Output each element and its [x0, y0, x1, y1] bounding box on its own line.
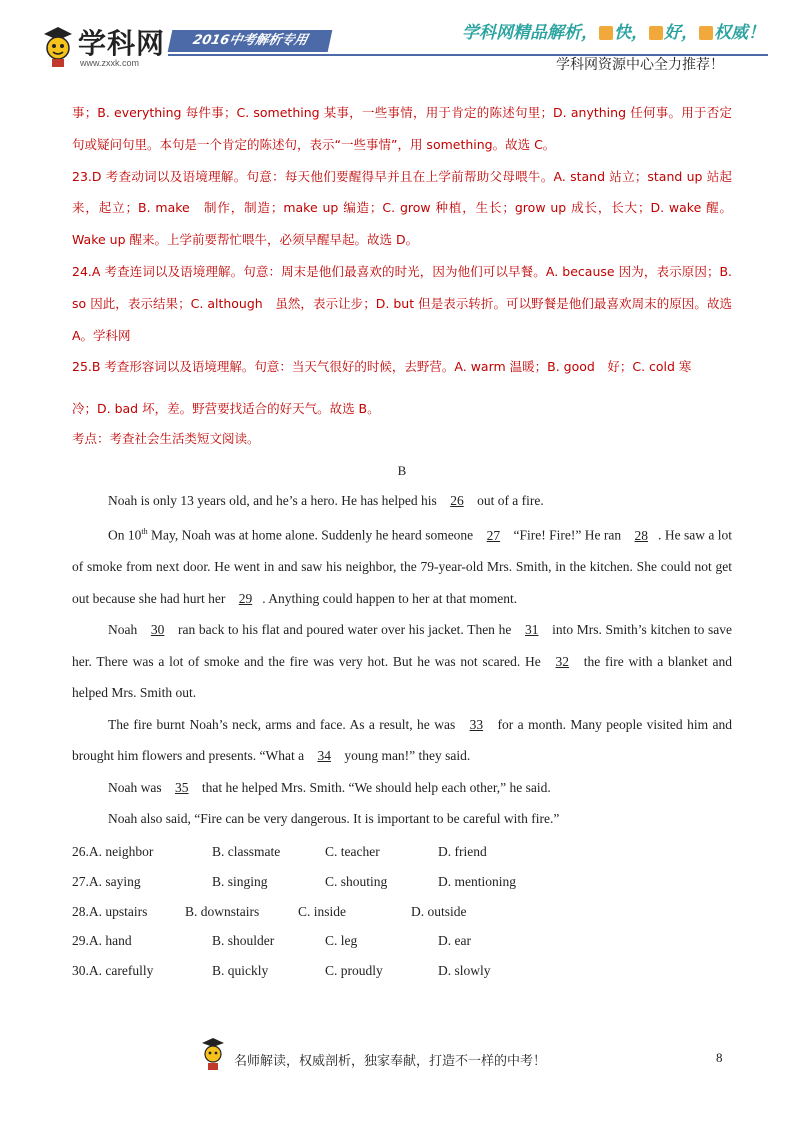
page-number: 8	[716, 1050, 723, 1065]
passage-text: young man!” they said.	[340, 748, 471, 764]
blank-33: 33	[469, 716, 484, 732]
option-b: B. classmate	[212, 843, 281, 859]
section-title: B	[397, 462, 407, 478]
blank-32: 32	[555, 653, 570, 669]
blank-35: 35	[175, 779, 189, 795]
site-url: www.zxxk.com	[80, 58, 140, 68]
passage-paragraph	[72, 772, 732, 804]
option-c: C. leg	[325, 933, 358, 949]
test-point: 考点：考查社会生活类短文阅读。	[72, 430, 260, 446]
passage-text: out of a fire.	[473, 492, 544, 508]
option-c: C. teacher	[325, 843, 380, 859]
blank-28: 28	[634, 527, 649, 543]
option-c: C. inside	[298, 903, 347, 919]
footer-slogan: 名师解读，权威剖析，独家奉献，打造不一样的中考！	[234, 1054, 547, 1069]
blank-30: 30	[150, 622, 165, 638]
question-28-options	[72, 897, 732, 927]
slogan-part-4: 权威！	[714, 23, 765, 43]
option-d: D. outside	[411, 903, 467, 919]
ordinal-suffix: th	[141, 527, 148, 537]
option-a: 28.A. upstairs	[72, 903, 148, 919]
mascot-icon	[200, 1036, 226, 1072]
passage-paragraph	[72, 709, 732, 772]
recommend-text: 学科网资源中心全力推荐！	[556, 57, 724, 73]
option-b: B. downstairs	[185, 903, 260, 919]
question-29-options	[72, 926, 732, 956]
options-list	[72, 837, 732, 986]
explanation-25-tail: 冷；D. bad 坏，差。野营要找适合的好天气。故选 B。	[72, 401, 380, 417]
option-b: B. shoulder	[212, 933, 275, 949]
passage-text: The fire burnt Noah’s neck, arms and face. As a result, he was	[108, 716, 460, 732]
question-27-options	[72, 867, 732, 897]
option-d: D. mentioning	[438, 873, 516, 889]
passage-text: “Fire! Fire!” He ran	[510, 527, 625, 543]
slogan-part-3: 好，	[664, 23, 698, 43]
option-d: D. slowly	[438, 963, 491, 979]
passage-text: that he helped Mrs. Smith. “We should help each other,” he said.	[198, 779, 551, 795]
page-footer	[0, 1030, 800, 1080]
explanation-23: 23.D 考查动词以及语境理解。句意：每天他们要醒得早并且在上学前帮助父母喂牛。A. stand 站立；stand up 站起来，起立；B. make 制作，制造；make up 编造；C. grow 种植，生长；grow up 成长，长大；D. wake 醒。Wake up 醒来。上学前要帮忙喂牛，必须早醒早起。故选 D。	[72, 168, 732, 248]
explanation-25: 25.B 考查形容词以及语境理解。句意：当天气很好的时候，去野营。A. warm 温暖；B. good 好；C. cold 寒	[72, 359, 692, 375]
option-d: D. ear	[438, 933, 471, 949]
passage-text: Noah	[108, 622, 141, 638]
passage-text: Noah was	[108, 779, 165, 795]
option-a: 30.A. carefully	[72, 963, 154, 979]
passage-paragraph	[72, 516, 732, 614]
page-header	[0, 0, 800, 84]
passage-text: On 10	[108, 527, 142, 543]
option-d: D. friend	[438, 843, 487, 859]
page-content	[72, 97, 732, 986]
blank-26: 26	[450, 492, 464, 508]
option-c: C. shouting	[325, 873, 388, 889]
passage-paragraph	[72, 485, 732, 517]
explanation-22: 事；B. everything 每件事；C. something 某事，一些事情，用于肯定的陈述句里；D. anything 任何事。用于否定句或疑问句里。本句是一个肯定的陈述句，表示“一些事情”，用 something。故选 C。	[72, 105, 732, 152]
slogan-part-2: 快，	[614, 23, 648, 43]
mascot-icon	[40, 24, 76, 68]
slogan-part-1: 学科网精品解析，	[462, 23, 598, 43]
option-a: 27.A. saying	[72, 873, 141, 889]
explanation-24: 24.A 考查连词以及语境理解。句意：周末是他们最喜欢的时光，因为他们可以早餐。A. because 因为，表示原因；B. so 因此，表示结果；C. although 虽然，表示让步；D. but 但是表示转折。可以野餐是他们最喜欢周末的原因。故选 A。学科网	[72, 263, 732, 343]
edition-banner: 2016中考解析专用	[168, 30, 333, 52]
option-a: 29.A. hand	[72, 933, 132, 949]
blank-29: 29	[238, 590, 253, 606]
passage-text: into Mrs. Smith’s kitchen to save her. There was a lot of smoke and the fire was very hot. But he was not scared. He	[72, 622, 732, 669]
passage-text: . Anything could happen to her at that moment.	[262, 590, 518, 606]
passage-paragraph: Noah also said, “Fire can be very dangerous. It is important to be careful with fire.”	[108, 811, 560, 827]
option-a: 26.A. neighbor	[72, 843, 154, 859]
question-30-options	[72, 956, 732, 986]
blank-34: 34	[317, 748, 331, 764]
blank-27: 27	[486, 527, 501, 543]
passage-text: May, Noah was at home alone. Suddenly he heard someone	[147, 527, 477, 543]
thumbs-up-icon	[649, 26, 663, 40]
option-c: C. proudly	[325, 963, 383, 979]
passage-text: for a month. Many people visited him and brought him flowers and presents. “What a	[72, 716, 732, 764]
thumbs-up-icon	[599, 26, 613, 40]
slogan	[462, 18, 765, 43]
option-b: B. quickly	[212, 963, 269, 979]
option-b: B. singing	[212, 873, 268, 889]
blank-31: 31	[524, 622, 539, 638]
question-26-options	[72, 837, 732, 867]
brand-name: 学科网	[78, 28, 166, 59]
passage-paragraph	[72, 614, 732, 709]
passage-text: the fire with a blanket and helped Mrs. Smith out.	[72, 653, 732, 701]
passage-text: ran back to his flat and poured water over his jacket. Then he	[174, 622, 515, 638]
passage-text: . He saw a lot of smoke from next door. He went in and saw his neighbor, the 79-year-old Mrs. Smith, in the kitchen. She could not get out because she had hurt her	[72, 527, 733, 606]
passage-text: Noah is only 13 years old, and he’s a hero. He has helped his	[108, 492, 441, 508]
thumbs-up-icon	[699, 26, 713, 40]
